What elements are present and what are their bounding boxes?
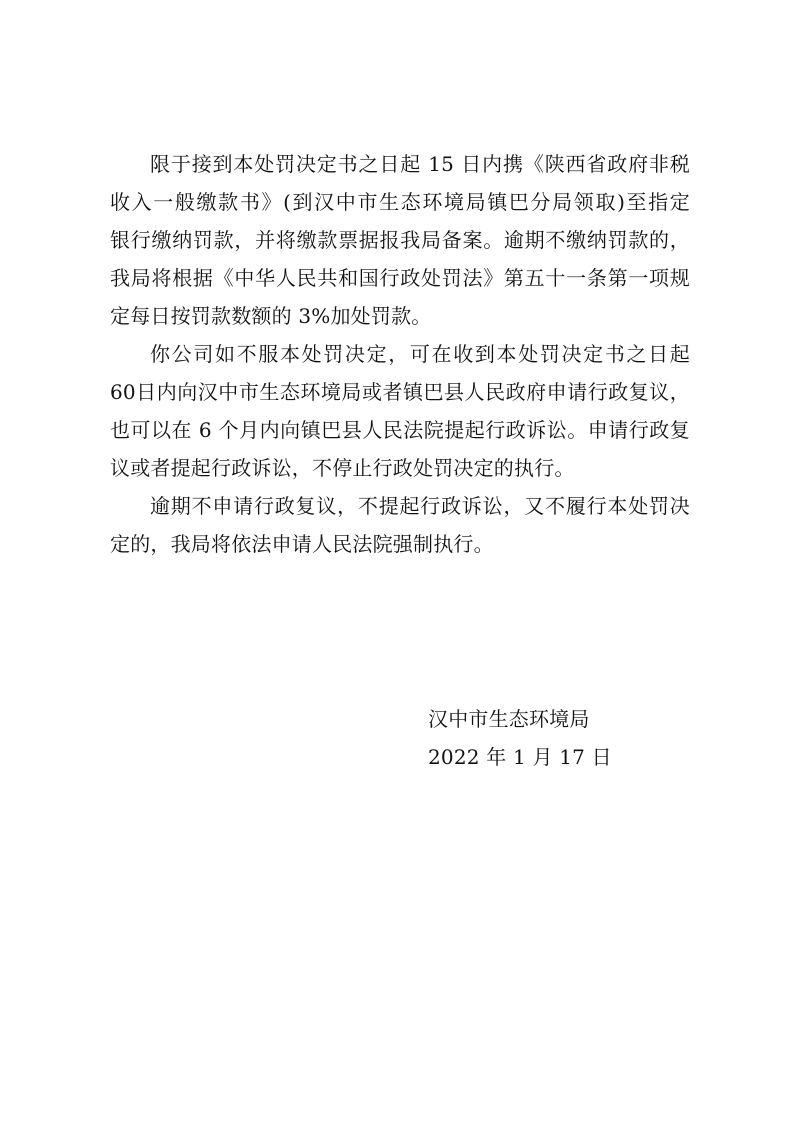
paragraph2-line-3: 也可以在 6 个月内向镇巴县人民法院提起行政诉讼。申请行政复: [110, 418, 690, 442]
paragraph1-line-5: 定每日按罚款数额的 3%加处罚款。: [110, 304, 432, 328]
signature-date: 2022 年 1 月 17 日: [428, 745, 612, 769]
paragraph2-line-4: 议或者提起行政诉讼，不停止行政处罚决定的执行。: [110, 456, 575, 480]
paragraph1-line-4: 我局将根据《中华人民共和国行政处罚法》第五十一条第一项规: [110, 266, 690, 290]
paragraph2-line-2: 60日内向汉中市生态环境局或者镇巴县人民政府申请行政复议，: [110, 380, 690, 404]
paragraph1-line-3: 银行缴纳罚款，并将缴款票据报我局备案。逾期不缴纳罚款的，: [110, 228, 690, 252]
paragraph3-line-1: 逾期不申请行政复议，不提起行政诉讼，又不履行本处罚决: [150, 494, 690, 518]
paragraph1-line-1: 限于接到本处罚决定书之日起 15 日内携《陕西省政府非税: [150, 152, 690, 176]
paragraph1-line-2: 收入一般缴款书》(到汉中市生态环境局镇巴分局领取)至指定: [110, 190, 690, 214]
paragraph3-line-2: 定的，我局将依法申请人民法院强制执行。: [110, 532, 494, 556]
paragraph2-line-1: 你公司如不服本处罚决定，可在收到本处罚决定书之日起: [150, 342, 690, 366]
signature-organization: 汉中市生态环境局: [428, 707, 590, 731]
